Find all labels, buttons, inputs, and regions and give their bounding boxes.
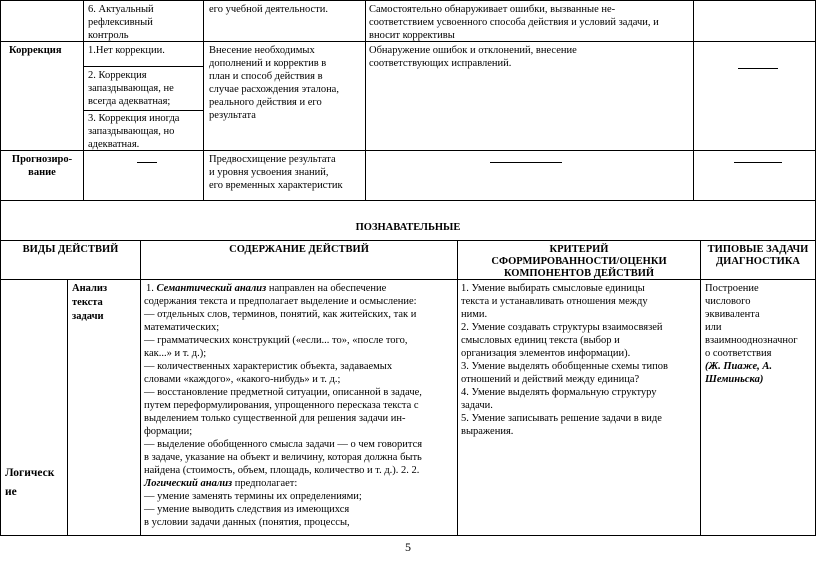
header-content: СОДЕРЖАНИЕ ДЕЙСТВИЙ (229, 244, 369, 255)
row-label-forecasting: вание (28, 167, 56, 178)
subtype-label: текста (72, 297, 103, 308)
rule (140, 240, 141, 535)
cell-text: и уровня усвоения знаний, (209, 167, 329, 178)
rule (693, 0, 694, 200)
header-criteria: КРИТЕРИЙ (549, 244, 609, 255)
row-label-correction: Коррекция (9, 45, 62, 56)
content-text: — восстановление предметной ситуации, описанной в задаче, (144, 387, 422, 398)
task-text: или (705, 322, 722, 333)
cell-text: соответствующих исправлений. (369, 58, 512, 69)
rule (457, 240, 458, 535)
rule (700, 240, 701, 535)
cell-text: 2. Коррекция (88, 70, 147, 81)
page-number: 5 (405, 540, 411, 554)
cell-text: запаздывающая, не (88, 83, 174, 94)
row-label-forecasting: Прогнозиро- (11, 154, 73, 165)
content-text: математических; (144, 322, 220, 333)
content-text: — умение заменять термины их определениями; (144, 491, 362, 502)
section-title: ПОЗНАВАТЕЛЬНЫЕ (355, 222, 461, 233)
criteria-text: смысловых единиц текста (выбор и (461, 335, 620, 346)
content-text: в задаче, указание на объект и величину, которая должна быть (144, 452, 422, 463)
cell-text: результата (209, 110, 256, 121)
empty-cell-dash (490, 162, 562, 163)
subtype-label: задачи (72, 311, 104, 322)
rule (0, 200, 816, 201)
empty-cell-dash (734, 162, 782, 163)
cell-text: план и способ действия в (209, 71, 323, 82)
task-text: о соответствия (705, 348, 772, 359)
header-tasks: ДИАГНОСТИКА (715, 256, 801, 267)
rule (0, 535, 816, 536)
cell-text: вносит коррективы (369, 30, 455, 41)
cell-text: дополнений и корректив в (209, 58, 327, 69)
task-author: Шеминьска) (705, 374, 764, 385)
cell-text: его учебной деятельности. (209, 4, 328, 15)
content-text: как...» и т. д.); (144, 348, 207, 359)
header-tasks: ТИПОВЫЕ ЗАДАЧИ (707, 244, 809, 255)
criteria-text: ними. (461, 309, 488, 320)
rule (67, 279, 68, 535)
content-text: словами «каждого», «какого-нибудь» и т. д.; (144, 374, 341, 385)
cell-text: рефлексивный (88, 17, 153, 28)
rule (83, 110, 203, 111)
cell-text: 6. Актуальный (88, 4, 154, 15)
cell-text: контроль (88, 30, 129, 41)
criteria-text: отношений и действий между единица? (461, 374, 640, 385)
content-text: — отдельных слов, терминов, понятий, как житейских, так и (144, 309, 417, 320)
task-text: Построение (705, 283, 759, 294)
content-text: — умение выводить следствия из имеющихся (144, 504, 350, 515)
criteria-text: организация элементов информации). (461, 348, 631, 359)
cell-text: адекватная. (88, 139, 140, 150)
task-text: взаимнооднозначног (705, 335, 798, 346)
cell-text: запаздывающая, но (88, 126, 175, 137)
cell-text: соответствием усвоенного способа действия и условий задачи, и (369, 17, 659, 28)
cell-text: всегда адекватная; (88, 96, 171, 107)
content-text: формации; (144, 426, 193, 437)
cell-text: 3. Коррекция иногда (88, 113, 180, 124)
content-text: — выделение обобщенного смысла задачи — о чем говорится (144, 439, 423, 450)
criteria-text: 5. Умение записывать решение задачи в виде (461, 413, 662, 424)
criteria-text: выражения. (461, 426, 514, 437)
content-text: — грамматических конструкций («если... то», «после того, (144, 335, 408, 346)
rule (365, 0, 366, 200)
content-text: в условии задачи данных (понятия, процессы, (144, 517, 350, 528)
criteria-text: текста и устанавливать отношения между (461, 296, 648, 307)
empty-cell-dash (738, 68, 778, 69)
criteria-text: 2. Умение создавать структуры взаимосвязей (461, 322, 663, 333)
content-text: 1. Семантический анализ направлен на обеспечение (146, 283, 387, 294)
cell-text: Внесение необходимых (209, 45, 315, 56)
cell-text: случае расхождения эталона, (209, 84, 339, 95)
rule (83, 66, 203, 67)
header-criteria: КОМПОНЕНТОВ ДЕЙСТВИЙ (503, 268, 655, 279)
task-text: эквивалента (705, 309, 760, 320)
rule (203, 0, 204, 200)
content-text: Логический анализ предполагает: (144, 478, 298, 489)
content-text: выделением только существенной для решения задачи ин- (144, 413, 406, 424)
rule (0, 240, 816, 241)
cell-text: Обнаружение ошибок и отклонений, внесение (369, 45, 577, 56)
criteria-text: 3. Умение выделять обобщенные схемы типов (461, 361, 668, 372)
cell-text: реального действия и его (209, 97, 322, 108)
content-text: содержания текста и предполагает выделение и осмысление: (144, 296, 417, 307)
rule (83, 0, 84, 200)
subtype-label: Анализ (72, 283, 108, 294)
criteria-text: 1. Умение выбирать смысловые единицы (461, 283, 645, 294)
cell-text: Самостоятельно обнаруживает ошибки, вызванные не- (369, 4, 616, 15)
empty-cell-dash (137, 162, 157, 163)
criteria-text: задачи. (461, 400, 493, 411)
group-label-logical: Логическ (5, 467, 55, 479)
cell-text: его временных характеристик (209, 180, 343, 191)
content-text: путем переформулирования, упрощенного пересказа текста с (144, 400, 419, 411)
content-text: — количественных характеристик объекта, задаваемых (144, 361, 393, 372)
criteria-text: 4. Умение выделять формальную структуру (461, 387, 657, 398)
cell-text: Предвосхищение результата (209, 154, 336, 165)
content-text: найдена (стоимость, объем, площадь, количество и т. д.). 2. 2. (144, 465, 420, 476)
header-types: ВИДЫ ДЕЙСТВИЙ (22, 244, 119, 255)
header-criteria: СФОРМИРОВАННОСТИ/ОЦЕНКИ (491, 256, 667, 267)
rule (0, 0, 1, 536)
task-author: (Ж. Пиаже, А. (705, 361, 773, 372)
group-label-logical: ие (5, 486, 17, 498)
cell-text: 1.Нет коррекции. (88, 45, 165, 56)
task-text: числового (705, 296, 751, 307)
